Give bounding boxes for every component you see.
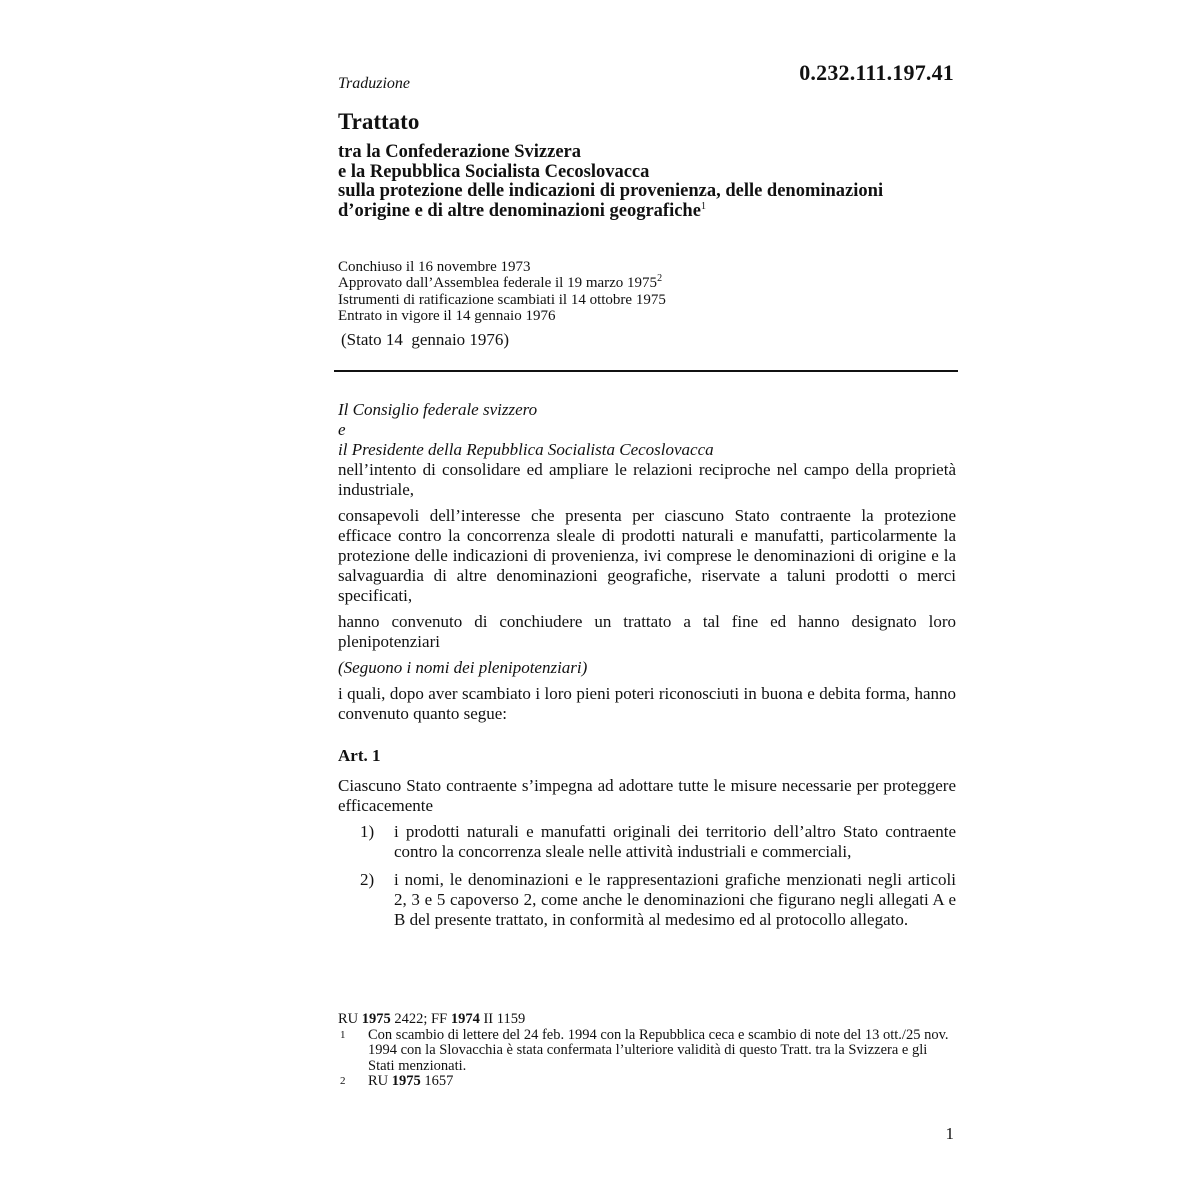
list-item-text: i prodotti naturali e manufatti originali dei territorio dell’altro Stato contraente contro la concorrenza sleale nelle attività industriali e commerciali, bbox=[394, 822, 956, 861]
preamble-paragraph: nell’intento di consolidare ed ampliare le relazioni reciproche nel campo della proprietà industriale, bbox=[338, 460, 956, 499]
footnote-2-year: 1975 bbox=[391, 1073, 421, 1089]
state-date: (Stato 14 gennaio 1976) bbox=[341, 330, 510, 349]
approved-text: Approvato dall’Assemblea federale il 19 marzo 1975 bbox=[338, 275, 658, 292]
footnote-1 bbox=[338, 1028, 956, 1075]
source-ff-year: 1974 bbox=[450, 1011, 480, 1027]
list-item-number: 2) bbox=[360, 870, 375, 889]
footnote-ref-1[interactable]: 1 bbox=[700, 200, 706, 212]
preamble-party-1: Il Consiglio federale svizzero bbox=[338, 400, 538, 419]
approved-date bbox=[338, 275, 956, 291]
subtitle-line-text: d’origine e di altre denominazioni geografiche bbox=[338, 200, 701, 221]
treaty-metadata bbox=[338, 259, 956, 324]
article-1-heading: Art. 1 bbox=[338, 746, 381, 765]
footnote-text bbox=[368, 1074, 956, 1090]
preamble-party-2: il Presidente della Repubblica Socialista Cecoslovacca bbox=[338, 440, 714, 459]
subtitle-line: tra la Confederazione Svizzera bbox=[338, 142, 581, 162]
concluded-date: Conchiuso il 16 novembre 1973 bbox=[338, 259, 531, 275]
preamble-paragraph: consapevoli dell’interesse che presenta per ciascuno Stato contraente la protezione efficace contro la concorrenza sleale di prodotti naturali e manufatti, particolarmente la protezione delle indicazioni di provenienza, ivi comprese le denominazioni di origine e la salvaguardia di altre denominazioni geografiche, riservate a taluni prodotti o merci specificati, bbox=[338, 506, 956, 605]
footnote-2-prefix: RU bbox=[368, 1073, 392, 1089]
subtitle-line: sulla protezione delle indicazioni di provenienza, delle denominazioni bbox=[338, 181, 884, 201]
footnote-2-page: 1657 bbox=[420, 1073, 454, 1089]
article-1-list bbox=[338, 822, 956, 930]
source-reference bbox=[338, 1012, 956, 1028]
subtitle-line: e la Repubblica Socialista Cecoslovacca bbox=[338, 161, 650, 182]
article-1-intro: Ciascuno Stato contraente s’impegna ad adottare tutte le misure necessarie per proteggere efficacemente bbox=[338, 776, 956, 815]
ratification-date: Istrumenti di ratificazione scambiati il 14 ottobre 1975 bbox=[338, 291, 666, 308]
header-divider bbox=[334, 370, 958, 372]
footnote-ref-2[interactable]: 2 bbox=[657, 273, 663, 285]
preamble-paragraph: hanno convenuto di conchiudere un trattato a tal fine ed hanno designato loro plenipotenziari bbox=[338, 612, 956, 651]
source-ff-page: II 1159 bbox=[479, 1011, 526, 1027]
preamble-paragraph: i quali, dopo aver scambiato i loro pieni poteri riconosciuti in buona e debita forma, hanno convenuto quanto segue: bbox=[338, 684, 956, 723]
footnote-text: Con scambio di lettere del 24 feb. 1994 con la Repubblica ceca e scambio di note del 13 ott./25 nov. 1994 con la Slovacchia è stata confermata l’ulteriore validità di questo Tratt. tra la Svizzera e gli Stati menzionati. bbox=[368, 1026, 949, 1074]
translation-label: Traduzione bbox=[338, 75, 411, 92]
list-item-text: i nomi, le denominazioni e le rappresentazioni grafiche menzionati negli articoli 2, 3 e 5 capoverso 2, come anche le denominazioni che figurano negli allegati A e B del presente trattato, in conformità al medesimo ed al protocollo allegato. bbox=[394, 870, 956, 929]
document-title: Trattato bbox=[338, 109, 420, 134]
source-ru-page: 2422; FF bbox=[390, 1011, 451, 1027]
sr-number: 0.232.111.197.41 bbox=[799, 60, 954, 85]
footnote-mark: 1 bbox=[340, 1028, 346, 1041]
in-force-date: Entrato in vigore il 14 gennaio 1976 bbox=[338, 307, 556, 324]
subtitle-line-last bbox=[338, 202, 956, 222]
document-subtitle bbox=[338, 143, 956, 221]
source-ru-year: 1975 bbox=[361, 1011, 391, 1027]
source-ru-prefix: RU bbox=[338, 1011, 362, 1027]
list-item bbox=[338, 822, 956, 862]
document-body bbox=[338, 400, 956, 938]
list-item bbox=[338, 870, 956, 930]
page-number: 1 bbox=[945, 1124, 954, 1143]
preamble-conjunction: e bbox=[338, 420, 346, 439]
list-item-number: 1) bbox=[360, 822, 375, 841]
footnote-mark: 2 bbox=[340, 1075, 346, 1087]
footnote-2 bbox=[338, 1074, 956, 1090]
plenipotentiaries-note: (Seguono i nomi dei plenipotenziari) bbox=[338, 658, 588, 677]
footnotes bbox=[338, 1012, 956, 1090]
